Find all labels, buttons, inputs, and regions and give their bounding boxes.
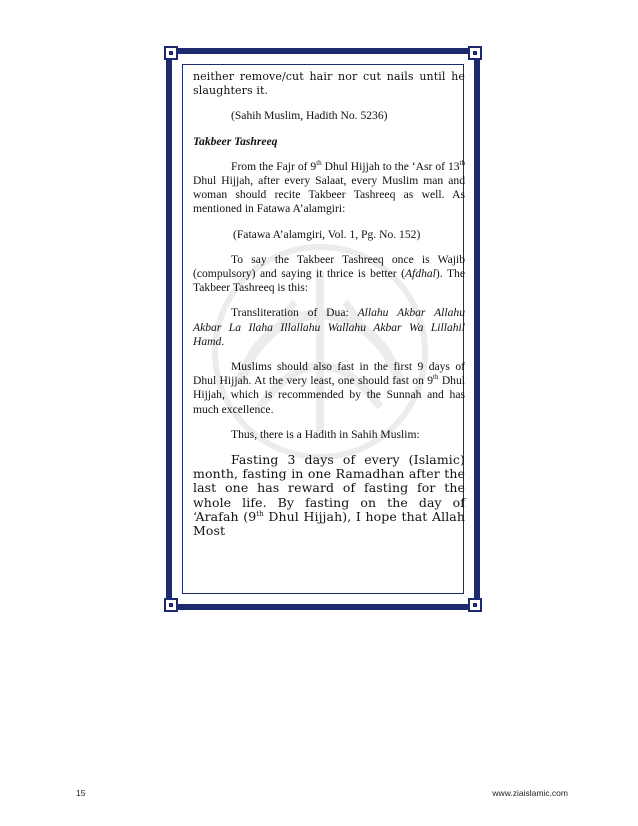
paragraph: [193, 160, 465, 217]
paragraph: [193, 306, 465, 349]
paragraph-text: Thus, there is a Hadith in Sahih Muslim:: [231, 427, 420, 441]
paragraph: [193, 253, 465, 296]
border-corner-ornament: [164, 598, 178, 612]
paragraph-text: Fasting 3 days of every (Islamic) month, fasting in one Ramadhan after the last one has reward of fasting for the whole life. By fasting on the day of ‘Arafah (9: [193, 452, 465, 524]
citation: [193, 109, 465, 123]
ordinal-suffix: th: [459, 158, 466, 167]
paragraph-text: Dhul Hijjah), I hope that Allah Most: [193, 508, 466, 539]
ordinal-suffix: th: [256, 509, 264, 518]
website-link[interactable]: www.ziaislamic.com: [492, 788, 568, 798]
citation-text: (Fatawa A’alamgiri, Vol. 1, Pg. No. 152): [233, 227, 421, 241]
section-heading: Takbeer Tashreeq: [193, 134, 278, 148]
dua-transliteration: Allahu Akbar Allahu Akbar La Ilaha Illallahu Wallahu Akbar Wa Lillahil Hamd: [193, 306, 465, 348]
paragraph-text: From the Fajr of 9: [231, 159, 317, 173]
italic-term: Afdhal: [404, 267, 436, 281]
paragraph-text: neither remove/cut hair nor cut nails until he slaughters it.: [193, 70, 465, 98]
citation: [193, 228, 465, 242]
ordinal-suffix: th: [433, 373, 439, 382]
hadith-quote: [193, 453, 465, 538]
border-corner-ornament: [164, 46, 178, 60]
paragraph: [193, 428, 465, 442]
paragraph: [193, 360, 465, 417]
paragraph-text: Muslims should also fast in the first 9 days of Dhul Hijjah. At the very least, one should fast on 9: [193, 360, 465, 388]
ordinal-suffix: th: [316, 158, 322, 167]
paragraph: [193, 70, 465, 98]
page-text: [193, 70, 465, 549]
paragraph-text: Dhul Hijjah, which is recommended by the Sunnah and has much excellence.: [193, 374, 466, 416]
page-number: 15: [76, 788, 86, 798]
paragraph-text: Transliteration of Dua:: [231, 306, 358, 320]
paragraph-text: .: [221, 334, 225, 348]
paragraph-text: To say the Takbeer Tashreeq once is Wajib (compulsory) and saying it thrice is better (: [193, 252, 465, 281]
citation-text: (Sahih Muslim, Hadith No. 5236): [231, 109, 388, 123]
border-corner-ornament: [468, 598, 482, 612]
paragraph-text: Dhul Hijjah, after every Salaat, every Muslim man and woman should recite Takbeer Tashreeq as well. As mentioned in Fatawa A’alamgiri:: [193, 174, 465, 216]
border-corner-ornament: [468, 46, 482, 60]
paragraph-text: ). The Takbeer Tashreeq is this:: [193, 267, 465, 295]
paragraph-text: Dhul Hijjah to the ‘Asr of 13: [321, 159, 460, 173]
